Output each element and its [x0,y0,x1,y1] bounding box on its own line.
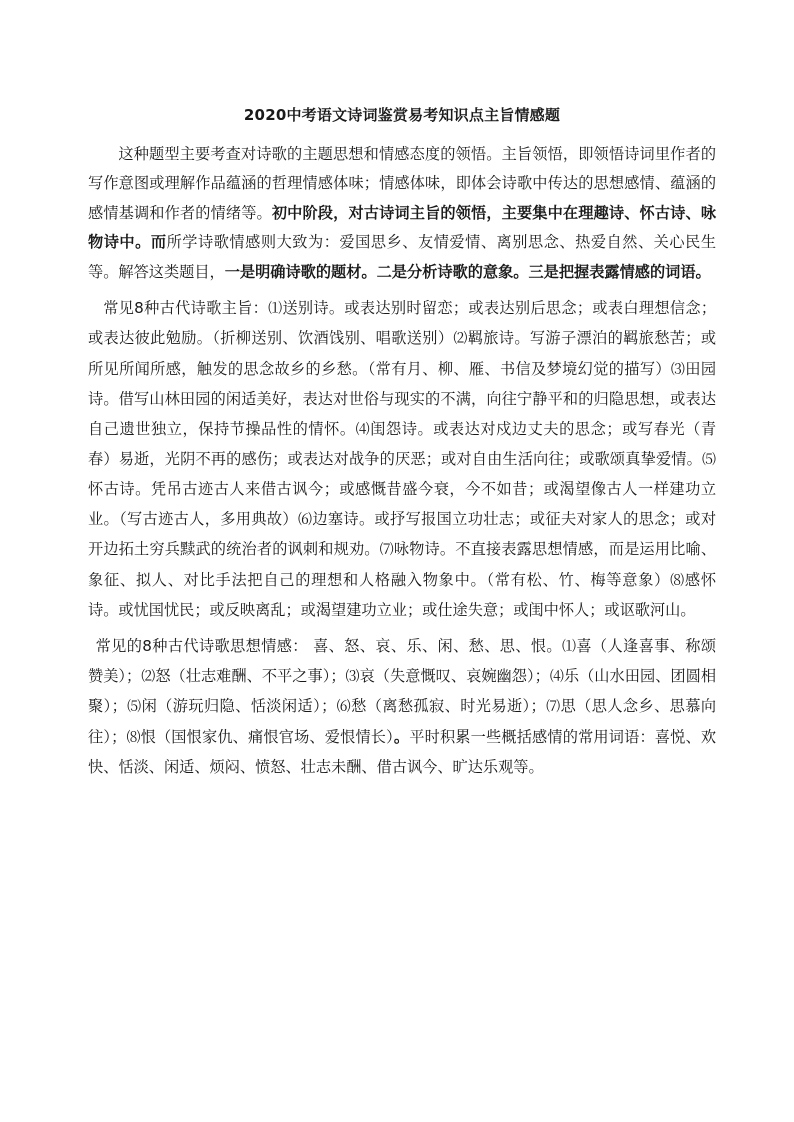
theme-number: ⑴ [268,301,283,318]
emotion-text: 喜（人逢喜事、称颂赞美）； [88,636,717,685]
theme-number: ⑷ [355,421,371,438]
emotion-text: 哀（失意慨叹、哀婉幽怨）； [359,666,550,685]
theme-text: 送别诗。或表达别时留恋；或表达别后思念；或表白理想信念；或表达彼此勉励。（折柳送别、饮酒饯别、唱歌送别） [88,299,717,348]
theme-number: ⑺ [379,542,394,559]
theme-text: 闺怨诗。或表达对戍边丈夫的思念；或写春光（青春）易逝，光阴不再的感伤；或表达对战争的厌恶；或对自由生活向往；或歌颂真挚爱情。 [88,419,717,469]
intro-bold-1: 初中阶段，对古诗词主旨的领悟，主要集中在理趣诗、怀古诗、咏物诗中。而 [88,203,716,252]
emotions-outro: 平时积累一些概括感情的常用词语：喜悦、欢快、恬淡、闲适、烦闷、愤怒、壮志未酬、借古讽今、旷达乐观等。 [88,727,717,777]
emotion-number: ⑵ [141,668,156,685]
theme-number: ⑶ [670,361,686,378]
document-title: 2020中考语文诗词鉴赏易考知识点主旨情感题 [243,106,561,124]
emotion-text: 怒（壮志难酬、不平之事）； [155,666,346,685]
emotions-intro: 常见的8种古代诗歌思想情感： 喜、怒、哀、乐、闲、愁、思、恨。 [95,636,562,655]
themes-paragraph [88,294,716,625]
emotion-number: ⑷ [549,668,564,685]
emotion-number: ⑻ [126,729,141,746]
themes-intro: 常见8种古代诗歌主旨： [103,299,269,318]
emotion-text: 闲（游玩归隐、恬淡闲适）； [141,697,337,716]
theme-number: ⑻ [670,572,685,589]
intro-text-1: 这种题型主要考查对诗歌的主题思想和情感态度的领悟。主旨领悟，即领悟诗词里作者的写作意图或理解作品蕴涵的哲理情感体味；情感体味，即体会诗歌中传达的思想感情、蕴涵的感情基调和作者的情绪等。 [88,145,716,222]
emotion-number: ⑶ [345,668,360,685]
theme-number: ⑹ [297,511,313,528]
theme-text: 边塞诗。或抒写报国立功壮志；或征夫对家人的思念；或对开边拓土穷兵黩武的统治者的讽刺和规劝。 [88,509,717,559]
intro-paragraph [88,140,716,287]
emotion-text: 思（思人念乡、思慕向往）； [88,697,717,746]
theme-number: ⑵ [453,331,468,348]
theme-text: 怀古诗。凭吊古迹古人来借古讽今；或感慨昔盛今衰，今不如昔；或渴望像古人一样建功立业。（写古迹古人，多用典故） [88,480,716,528]
intro-text-2: 所学诗歌情感则大致为：爱国思乡、友情爱情、离别思念、热爱自然、关心民生等。解答这类题目， [88,233,717,281]
emotions-bold-period: 。 [393,727,410,746]
theme-text: 田园诗。借写山林田园的闲适美好，表达对世俗与现实的不满，向往宁静平和的归隐思想，或表达自己遗世独立，保持节操品性的情怀。 [88,359,717,438]
emotion-text: 恨（国恨家仇、痛恨官场、爱恨情长） [140,727,394,746]
theme-text: 羁旅诗。写游子漂泊的羁旅愁苦；或所见所闻所感，触发的思念故乡的乡愁。（常有月、柳、雁、书信及梦境幻觉的描写） [88,329,717,378]
emotion-number: ⑴ [561,638,577,655]
emotions-paragraph [88,632,716,783]
theme-text: 感怀诗。或忧国忧民；或反映离乱；或渴望建功立业；或仕途失意；或闺中怀人；或讴歌河山。 [88,570,717,620]
intro-bold-2: 一是明确诗歌的题材。二是分析诗歌的意象。三是把握表露情感的词语。 [224,262,711,281]
theme-text: 咏物诗。不直接表露思想情感，而是运用比喻、象征、拟人、对比手法把自己的理想和人格融入物象中。（常有松、竹、梅等意象） [88,540,717,589]
emotion-number: ⑹ [336,699,352,716]
emotion-text: 乐（山水田园、团圆相聚）； [88,666,717,716]
theme-number: ⑸ [702,452,716,469]
emotion-text: 愁（离愁孤寂、时光易逝）； [351,697,546,716]
emotion-number: ⑸ [126,699,142,716]
emotion-number: ⑺ [545,699,561,716]
